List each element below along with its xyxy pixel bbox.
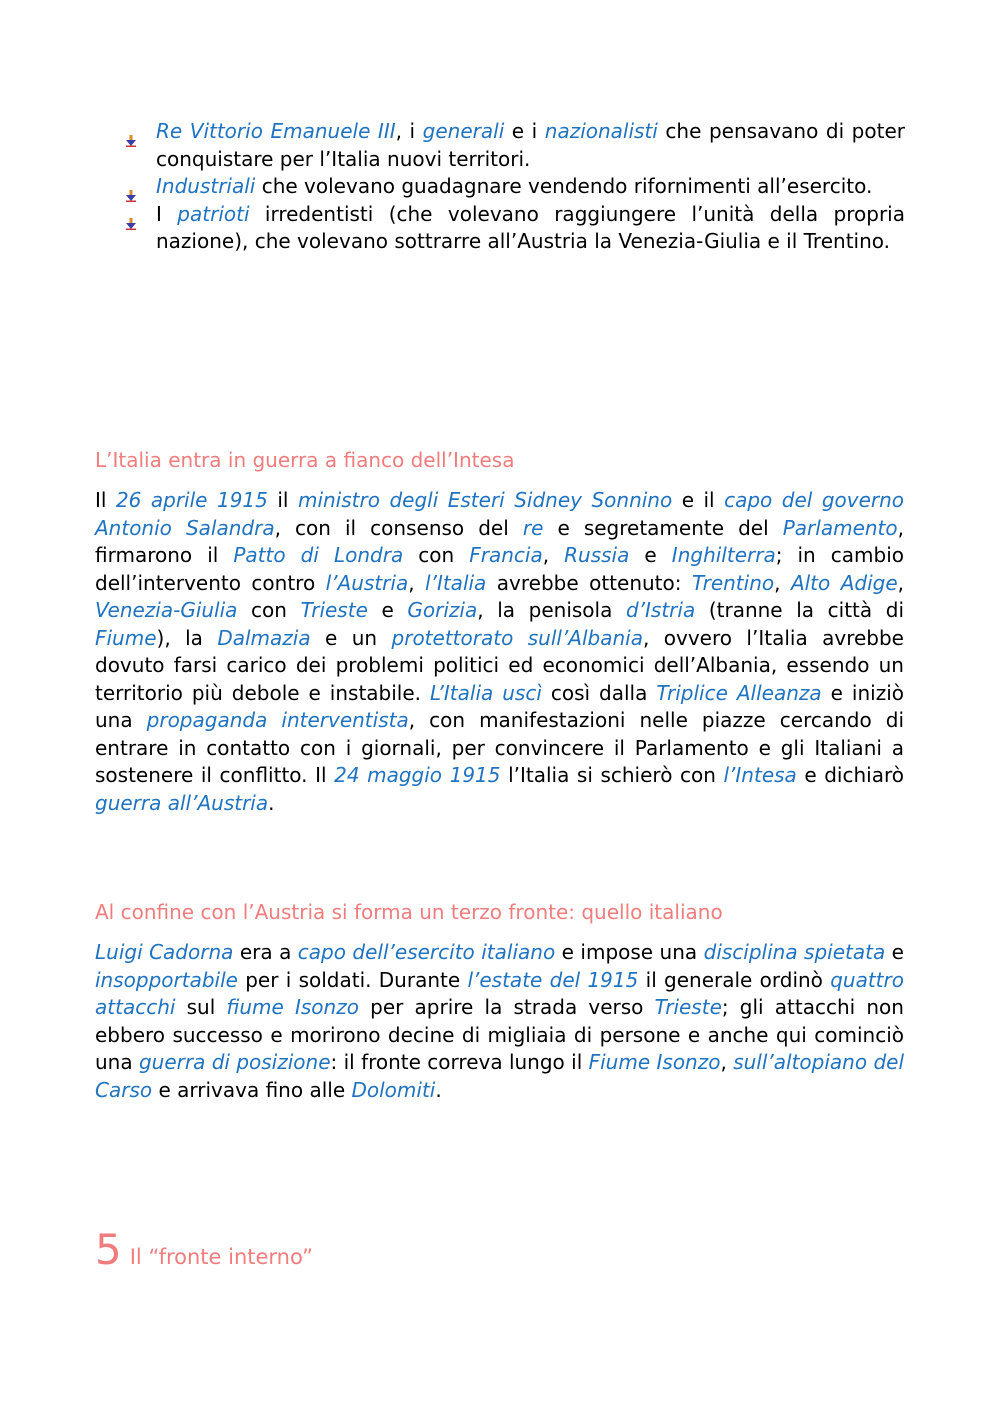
highlighted-term: Patto di Londra <box>233 543 404 567</box>
highlighted-term: guerra di posizione <box>138 1050 331 1074</box>
highlighted-term: re <box>522 515 544 540</box>
highlighted-term: Industriali <box>156 174 256 198</box>
highlighted-term: Parlamento <box>782 515 898 540</box>
arrow-down-bullet-icon <box>125 210 137 222</box>
arrow-down-bullet-icon <box>125 127 137 139</box>
bullet-list <box>125 118 905 256</box>
highlighted-term: Fiume <box>95 625 157 650</box>
bullet-item <box>125 173 905 201</box>
highlighted-term: patrioti <box>177 201 250 226</box>
highlighted-term: l’estate del 1915 <box>467 967 639 992</box>
highlighted-term: Trieste <box>300 598 368 622</box>
highlighted-term: l’Austria <box>325 570 409 595</box>
highlighted-term: l’Italia <box>425 570 487 595</box>
bullet-item <box>125 118 905 173</box>
highlighted-term: Trentino <box>691 570 775 595</box>
highlighted-term: Re Vittorio Emanuele III <box>156 119 396 143</box>
highlighted-term: Russia <box>564 543 630 567</box>
bullet-text: I patrioti irredentisti (che volevano raggiungere l’unità della propria nazione), che volevano sottrarre all’Austria la Venezia-Giulia e il Trentino. <box>156 201 905 253</box>
highlighted-term: 24 maggio 1915 <box>334 763 501 787</box>
highlighted-term: Triplice Alleanza <box>656 680 822 705</box>
highlighted-term: Trieste <box>654 995 722 1019</box>
highlighted-term: 26 aprile 1915 <box>115 488 268 512</box>
highlighted-term: protettorato sull’Albania <box>391 625 643 650</box>
section-paragraph: Luigi Cadorna era a capo dell’esercito italiano e impose una disciplina spietata e insopportabile per i soldati. Durante l’estate del 1915 il generale ordinò quattro attacchi sul fiume Isonzo per aprire la strada verso Trieste; gli attacchi non ebbero successo e morirono decine di migliaia di persone e anche qui cominciò una guerra di posizione: il fronte correva lungo il Fiume Isonzo, sull’altopiano del Carso e arrivava fino alle Dolomiti. <box>95 940 904 1102</box>
bullet-item <box>125 201 905 256</box>
highlighted-term: Luigi Cadorna <box>95 940 234 964</box>
highlighted-term: guerra all’Austria <box>95 790 269 815</box>
section-heading: Al confine con l’Austria si forma un terzo fronte: quello italiano <box>95 900 723 924</box>
highlighted-term: d’Istria <box>625 598 696 622</box>
highlighted-term: Inghilterra <box>671 543 776 567</box>
highlighted-term: nazionalisti <box>544 119 658 143</box>
highlighted-term: propaganda interventista <box>146 708 409 732</box>
highlighted-term: Alto Adige <box>790 570 898 595</box>
highlighted-term: quattro attacchi <box>95 967 904 1019</box>
bullet-text: Re Vittorio Emanuele III, i generali e i nazionalisti che pensavano di poter conquistare per l’Italia nuovi territori. <box>156 119 905 171</box>
highlighted-term: capo dell’esercito italiano <box>297 940 556 964</box>
highlighted-term: l’Intesa <box>723 763 797 787</box>
highlighted-term: Venezia-Giulia <box>95 598 238 622</box>
section-heading: L’Italia entra in guerra a fianco dell’Intesa <box>95 448 515 472</box>
section-paragraph: Il 26 aprile 1915 il ministro degli Esteri Sidney Sonnino e il capo del governo Antonio Salandra, con il consenso del re e segretamente del Parlamento, firmarono il Patto di Londra con Francia, Russia e Inghilterra; in cambio dell’intervento contro l’Austria, l’Italia avrebbe ottenuto: Trentino, Alto Adige, Venezia-Giulia con Trieste e Gorizia, la penisola d’Istria (tranne la città di Fiume), la Dalmazia e un protettorato sull’Albania, ovvero l’Italia avrebbe dovuto farsi carico dei problemi politici ed economici dell’Albania, essendo un territorio più debole e instabile. L’Italia uscì così dalla Triplice Alleanza e iniziò una propaganda interventista, con manifestazioni nelle piazze cercando di entrare in contatto con i giornali, per convincere il Parlamento e gli Italiani a sostenere il conflitto. Il 24 maggio 1915 l’Italia si schierò con l’Intesa e dichiarò guerra all’Austria. <box>95 488 905 815</box>
highlighted-term: generali <box>422 119 505 143</box>
highlighted-term: Fiume Isonzo <box>588 1050 721 1074</box>
highlighted-term: L’Italia uscì <box>430 680 542 705</box>
bullet-text: Industriali che volevano guadagnare vendendo rifornimenti all’esercito. <box>156 174 873 198</box>
highlighted-term: Francia <box>469 543 543 567</box>
highlighted-term: capo del governo Antonio Salandra <box>95 488 905 540</box>
highlighted-term: disciplina spietata <box>703 940 886 964</box>
chapter-title: Il “fronte interno” <box>129 1245 313 1269</box>
highlighted-term: insopportabile <box>95 967 238 992</box>
highlighted-term: ministro degli Esteri Sidney Sonnino <box>297 488 673 512</box>
highlighted-term: Dalmazia <box>217 625 311 650</box>
highlighted-term: Dolomiti <box>351 1077 436 1102</box>
chapter-number: 5 <box>95 1225 122 1274</box>
highlighted-term: fiume Isonzo <box>226 995 359 1019</box>
chapter-heading <box>95 1225 313 1282</box>
arrow-down-bullet-icon <box>125 182 137 194</box>
highlighted-term: sull’altopiano del Carso <box>95 1050 904 1102</box>
highlighted-term: Gorizia <box>407 598 478 622</box>
